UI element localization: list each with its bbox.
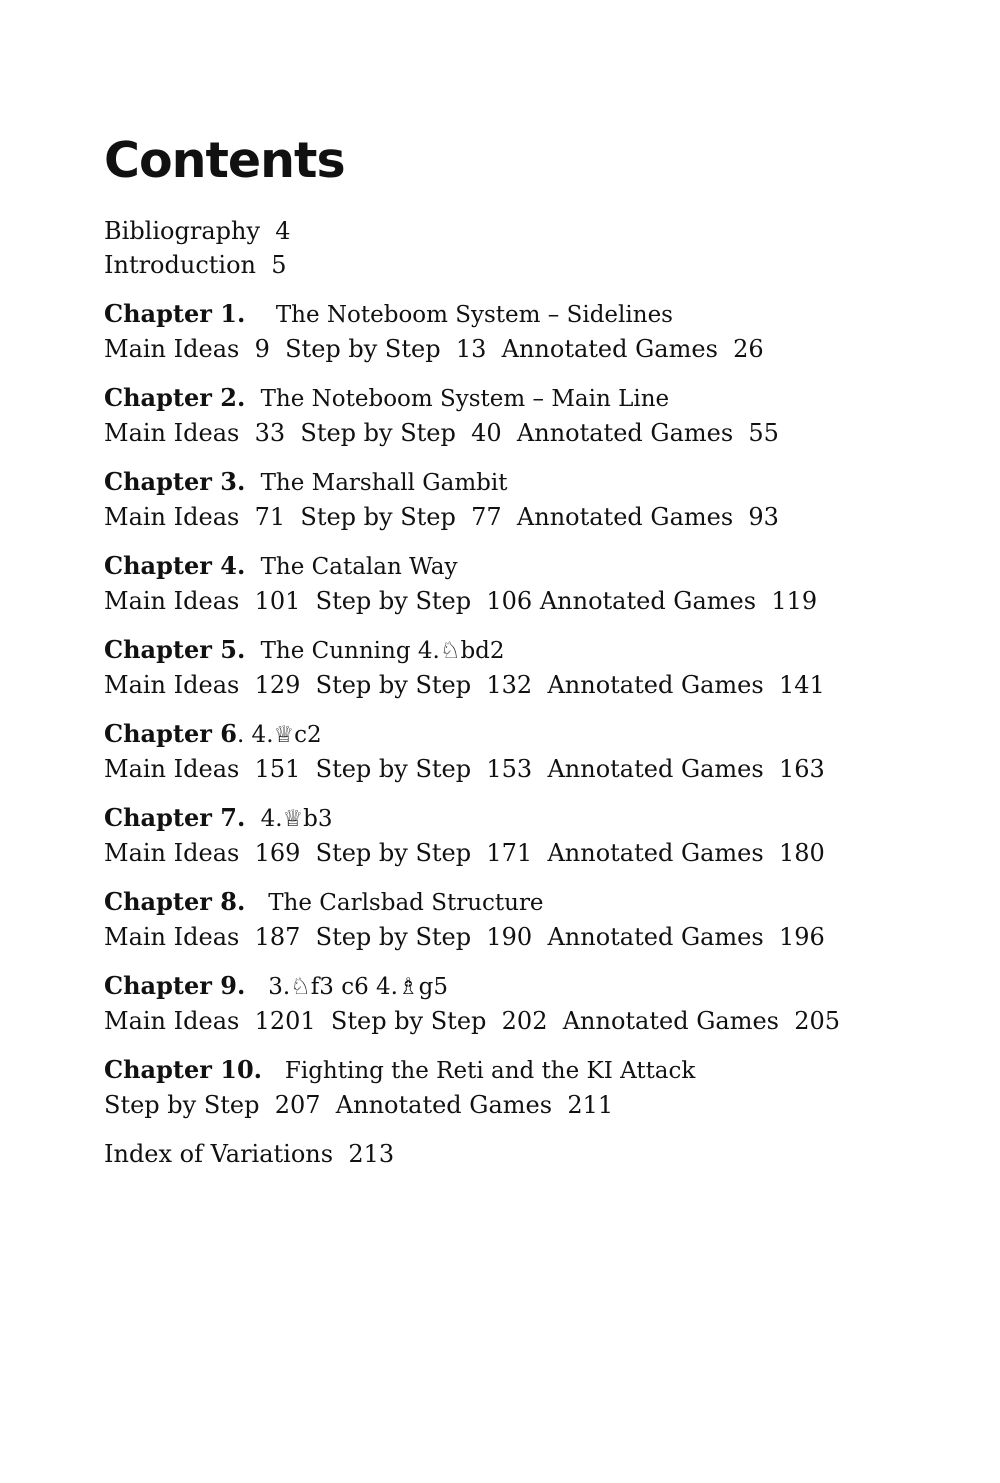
chapter-sections: Main Ideas 33 Step by Step 40 Annotated Games 55 (104, 419, 779, 447)
chapter-label: Chapter 2. (104, 383, 246, 412)
chapter-title: The Cunning 4.♘bd2 (260, 638, 505, 664)
chapter-10 (104, 1053, 964, 1122)
chapter-label: Chapter 5. (104, 635, 246, 664)
chapter-sections: Main Ideas 129 Step by Step 132 Annotated Games 141 (104, 671, 825, 699)
chapter-label: Chapter 6 (104, 719, 237, 748)
chapter-title: 4.♕b3 (260, 806, 333, 832)
chapter-label: Chapter 10. (104, 1055, 262, 1084)
entry-page: 213 (348, 1140, 395, 1168)
toc-entry-bibliography[interactable] (104, 214, 964, 248)
entry-page: 4 (275, 217, 291, 245)
chapter-label: Chapter 1. (104, 299, 246, 328)
chapter-sections: Main Ideas 151 Step by Step 153 Annotated Games 163 (104, 755, 825, 783)
chapter-title: The Carlsbad Structure (268, 890, 544, 916)
contents-page (104, 128, 964, 1186)
chapter-title: . 4.♕c2 (236, 722, 322, 748)
chapter-heading[interactable] (104, 549, 964, 584)
chapter-4 (104, 549, 964, 618)
chapter-heading[interactable] (104, 969, 964, 1004)
chapter-sections: Main Ideas 187 Step by Step 190 Annotated Games 196 (104, 923, 825, 951)
chapter-heading[interactable] (104, 1053, 964, 1088)
chapter-label: Chapter 7. (104, 803, 246, 832)
chapter-5 (104, 633, 964, 702)
toc-entry-index[interactable] (104, 1137, 964, 1171)
chapter-label: Chapter 8. (104, 887, 246, 916)
entry-page: 5 (271, 251, 287, 279)
chapter-2 (104, 381, 964, 450)
chapter-title: The Catalan Way (260, 554, 458, 580)
chapter-title: The Noteboom System – Main Line (260, 386, 670, 412)
chapter-sections: Step by Step 207 Annotated Games 211 (104, 1091, 614, 1119)
chapter-label: Chapter 4. (104, 551, 246, 580)
chapter-label: Chapter 3. (104, 467, 246, 496)
chapter-heading[interactable] (104, 885, 964, 920)
chapter-sections: Main Ideas 1201 Step by Step 202 Annotated Games 205 (104, 1007, 841, 1035)
chapter-sections: Main Ideas 169 Step by Step 171 Annotated Games 180 (104, 839, 825, 867)
chapter-7 (104, 801, 964, 870)
chapter-heading[interactable] (104, 801, 964, 836)
chapter-title: The Noteboom System – Sidelines (275, 302, 673, 328)
chapter-label: Chapter 9. (104, 971, 246, 1000)
back-matter (104, 1137, 964, 1171)
chapter-heading[interactable] (104, 633, 964, 668)
chapter-6 (104, 717, 964, 786)
entry-label: Index of Variations (104, 1140, 334, 1168)
toc-entry-introduction[interactable] (104, 248, 964, 282)
chapter-8 (104, 885, 964, 954)
page-title: Contents (104, 132, 345, 189)
chapter-heading[interactable] (104, 381, 964, 416)
chapter-9 (104, 969, 964, 1038)
chapter-3 (104, 465, 964, 534)
chapter-title: Fighting the Reti and the KI Attack (284, 1058, 696, 1084)
chapter-heading[interactable] (104, 465, 964, 500)
chapter-title: 3.♘f3 c6 4.♗g5 (268, 974, 448, 1000)
chapter-heading[interactable] (104, 297, 964, 332)
chapter-sections: Main Ideas 71 Step by Step 77 Annotated Games 93 (104, 503, 779, 531)
chapter-sections: Main Ideas 101 Step by Step 106 Annotated Games 119 (104, 587, 818, 615)
chapter-heading[interactable] (104, 717, 964, 752)
chapter-title: The Marshall Gambit (260, 470, 508, 496)
entry-label: Introduction (104, 251, 256, 279)
front-matter (104, 214, 964, 282)
entry-label: Bibliography (104, 217, 260, 245)
chapter-sections: Main Ideas 9 Step by Step 13 Annotated Games 26 (104, 335, 764, 363)
chapter-1 (104, 297, 964, 366)
